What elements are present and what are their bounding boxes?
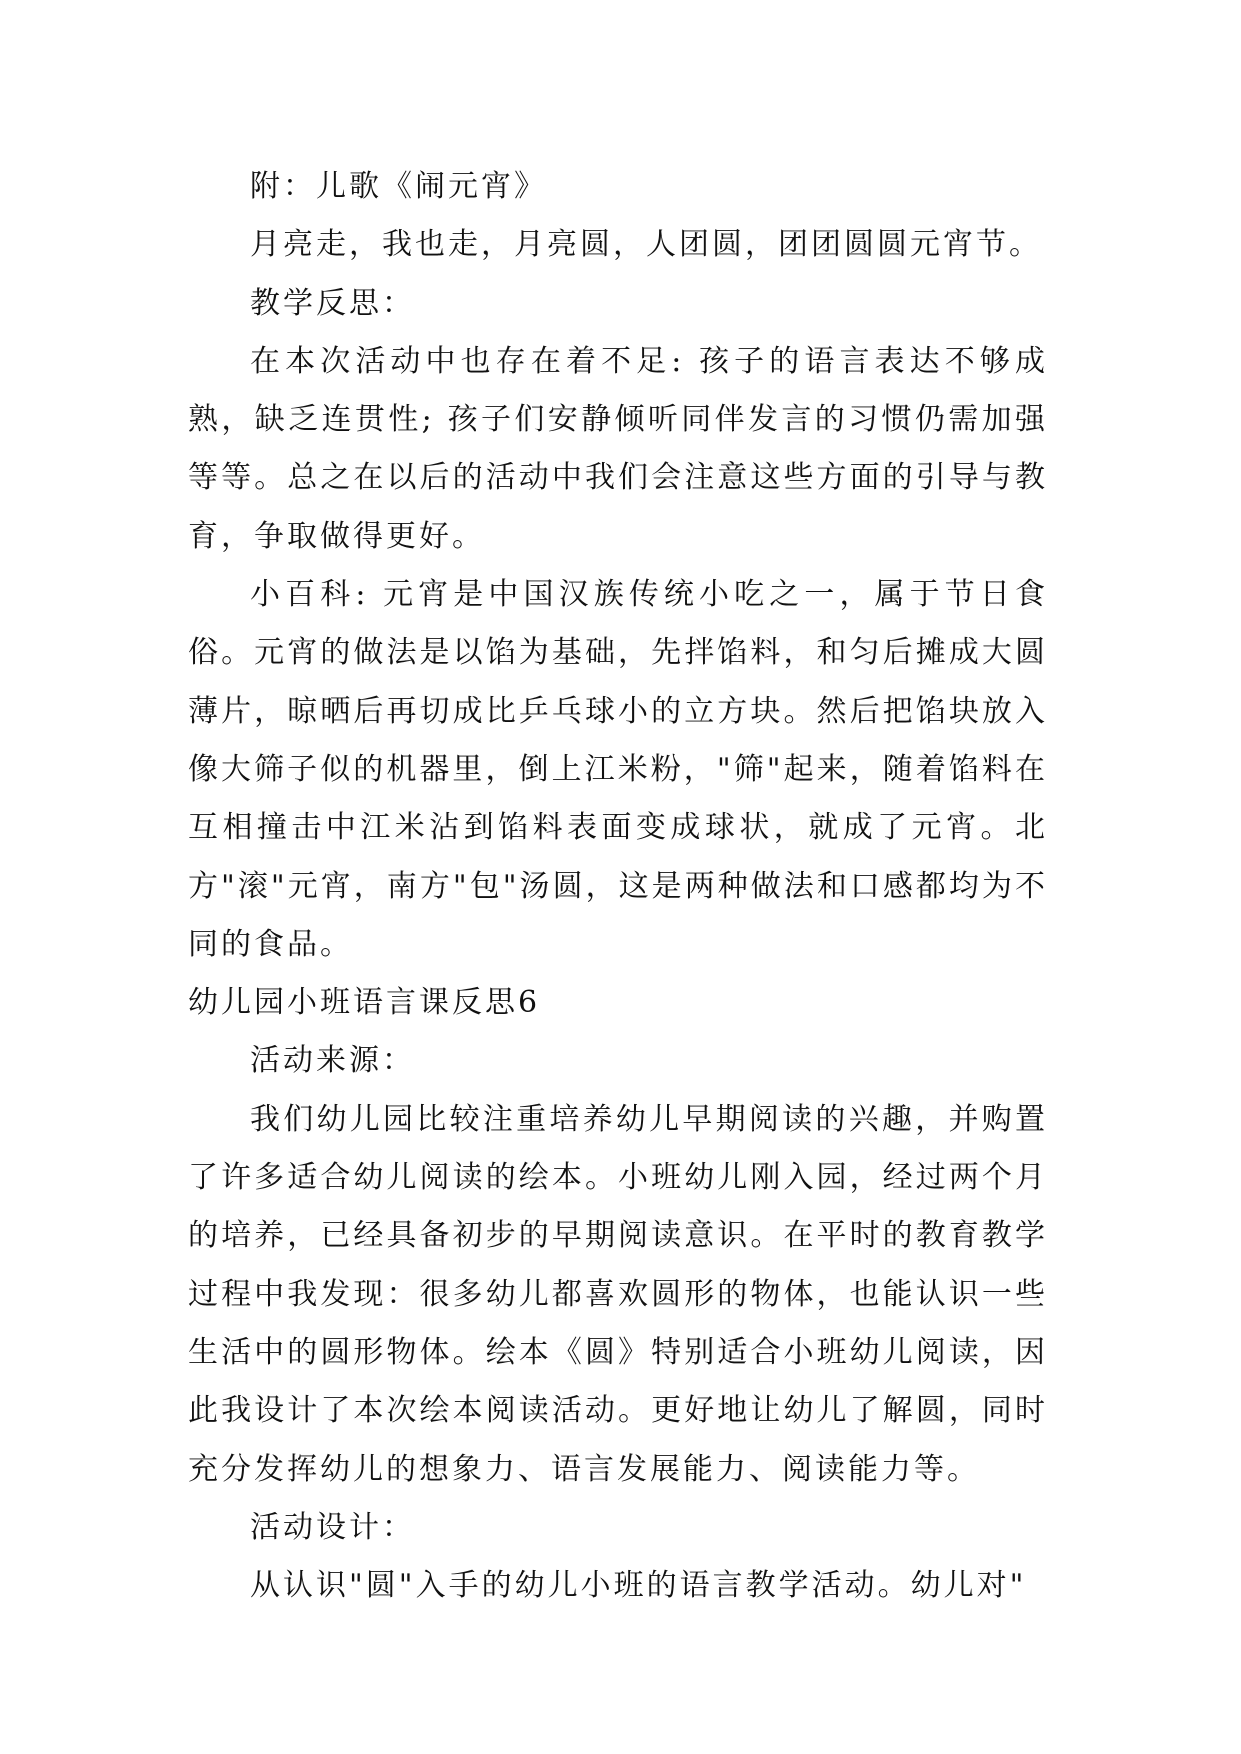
reflection-paragraph: 在本次活动中也存在着不足: 孩子的语言表达不够成熟，缺乏连贯性; 孩子们安静倾听同伴发言的习惯仍需加强等等。总之在以后的活动中我们会注意这些方面的引导与教育，争取做得更好。 <box>188 343 1048 554</box>
design-paragraph: 从认识"圆"入手的幼儿小班的语言教学活动。幼儿对" <box>250 1568 1027 1604</box>
source-paragraph: 我们幼儿园比较注重培养幼儿早期阅读的兴趣，并购置了许多适合幼儿阅读的绘本。小班幼儿刚入园，经过两个月的培养，已经具备初步的早期阅读意识。在平时的教育教学过程中我发现：很多幼儿都喜欢圆形的物体，也能认识一些生活中的圆形物体。绘本《圆》特别适合小班幼儿阅读，因此我设计了本次绘本阅读活动。更好地让幼儿了解圆，同时充分发挥幼儿的想象力、语言发展能力、阅读能力等。 <box>188 1101 1048 1487</box>
source-heading: 活动来源： <box>250 1043 415 1079</box>
design-heading: 活动设计： <box>250 1509 415 1545</box>
nursery-rhyme: 月亮走，我也走，月亮圆，人团圆，团团圆圆元宵节。 <box>250 227 1042 263</box>
document-body <box>188 158 1048 1615</box>
section-title: 幼儿园小班语言课反思6 <box>188 985 541 1021</box>
reflection-heading: 教学反思： <box>250 285 415 321</box>
encyclopedia-paragraph: 小百科: 元宵是中国汉族传统小吃之一，属于节日食俗。元宵的做法是以馅为基础，先拌馅料，和匀后摊成大圆薄片，晾晒后再切成比乒乓球小的立方块。然后把馅块放入像大筛子似的机器里，倒上江米粉，"筛"起来，随着馅料在互相撞击中江米沾到馅料表面变成球状，就成了元宵。北方"滚"元宵，南方"包"汤圆，这是两种做法和口感都均为不同的食品。 <box>188 577 1048 962</box>
appendix-title: 附：儿歌《闹元宵》 <box>250 169 547 204</box>
